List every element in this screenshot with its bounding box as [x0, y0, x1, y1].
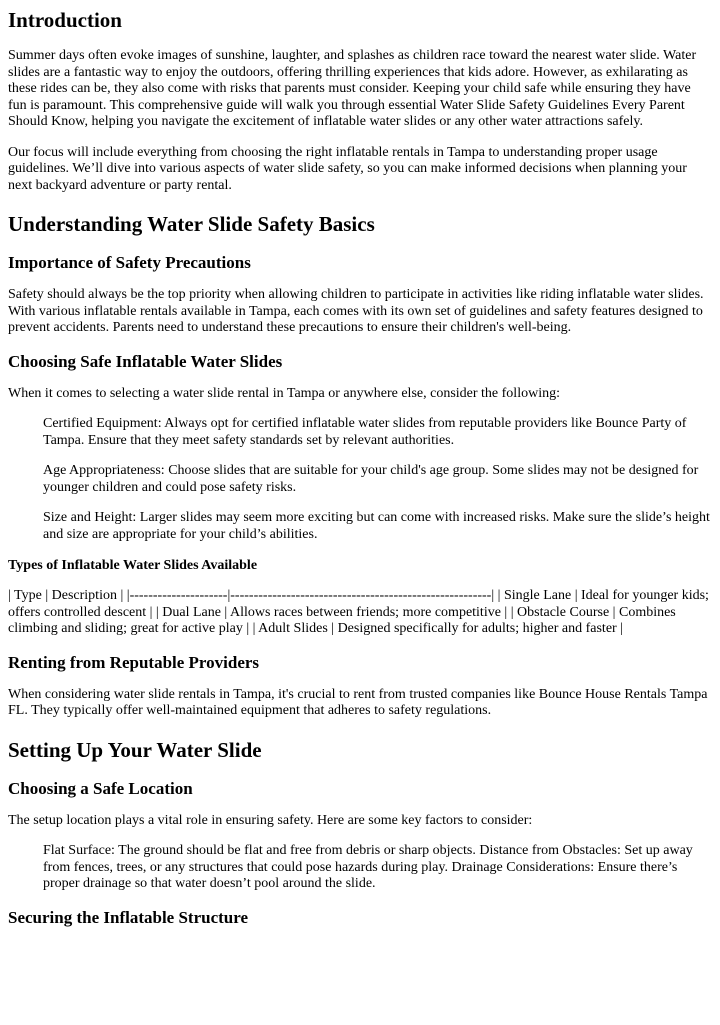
- location-quote: [43, 843, 712, 893]
- basics-heading: Understanding Water Slide Safety Basics: [8, 212, 375, 236]
- securing-heading: Securing the Inflatable Structure: [8, 907, 249, 927]
- renting-paragraph: When considering water slide rentals in Tampa, it's crucial to rent from trusted companies like Bounce House Rentals Tampa FL. They typically offer well-maintained equipment that adheres to safety regulations.: [8, 686, 708, 718]
- list-item: Certified Equipment: Always opt for certified inflatable water slides from reputable providers like Bounce Party of Tampa. Ensure that they meet safety standards set by relevant authorities.: [43, 416, 687, 448]
- intro-paragraph-2: Our focus will include everything from choosing the right inflatable rentals in Tampa to understanding proper usage guidelines. We’ll dive into various aspects of water slide safety, so you can make informed decisions when planning your next backyard adventure or party rental.: [8, 144, 687, 193]
- types-heading: Types of Inflatable Water Slides Available: [8, 558, 258, 573]
- choosing-intro: When it comes to selecting a water slide rental in Tampa or anywhere else, consider the following:: [8, 385, 560, 401]
- choosing-heading: Choosing Safe Inflatable Water Slides: [8, 351, 283, 371]
- intro-heading: Introduction: [8, 8, 122, 32]
- list-item: Size and Height: Larger slides may seem more exciting but can come with increased risks. Make sure the slide’s height and size are appropriate for your child’s abilities.: [43, 510, 710, 542]
- choosing-list: [43, 416, 712, 543]
- location-quote-text: Flat Surface: The ground should be flat and free from debris or sharp objects. Distance from Obstacles: Set up away from fences, trees, or any structures that could pose hazards during play. Drainage Considerations: Ensure there’s proper drainage so that water doesn’t pool around the slide.: [43, 843, 693, 891]
- list-item: Age Appropriateness: Choose slides that are suitable for your child's age group. Some slides may not be designed for younger children and could pose safety risks.: [43, 463, 699, 495]
- setup-heading: Setting Up Your Water Slide: [8, 737, 262, 762]
- types-table-text: | Type | Description | |---------------------|--------------------------------------------------------| | Single Lane | Ideal for younger kids; offers controlled descent | | Dual Lane | Allows races between friends; more competitive | | Obstacle Course | Combines climbing and sliding; great for active play | | Adult Slides | Designed specifically for adults; higher and faster |: [8, 588, 709, 636]
- article: [0, 8, 720, 928]
- intro-paragraph-1: Summer days often evoke images of sunshine, laughter, and splashes as children race toward the nearest water slide. Water slides are a fantastic way to enjoy the outdoors, offering thrilling experiences that kids adore. However, as exhilarating as these rides can be, they also come with risks that parents must consider. Keeping your child safe while ensuring they have fun is paramount. This comprehensive guide will walk you through essential Water Slide Safety Guidelines Every Parent Should Know, helping you navigate the excitement of inflatable water slides or any other water attractions safely.: [8, 48, 697, 129]
- location-heading: Choosing a Safe Location: [8, 778, 193, 798]
- importance-heading: Importance of Safety Precautions: [8, 253, 251, 272]
- location-intro: The setup location plays a vital role in ensuring safety. Here are some key factors to consider:: [8, 812, 533, 828]
- importance-paragraph: Safety should always be the top priority when allowing children to participate in activities like riding inflatable water slides. With various inflatable rentals available in Tampa, each comes with its own set of guidelines and safety features designed to prevent accidents. Parents need to understand these precautions to ensure their children's well-being.: [8, 287, 704, 335]
- renting-heading: Renting from Reputable Providers: [8, 652, 260, 672]
